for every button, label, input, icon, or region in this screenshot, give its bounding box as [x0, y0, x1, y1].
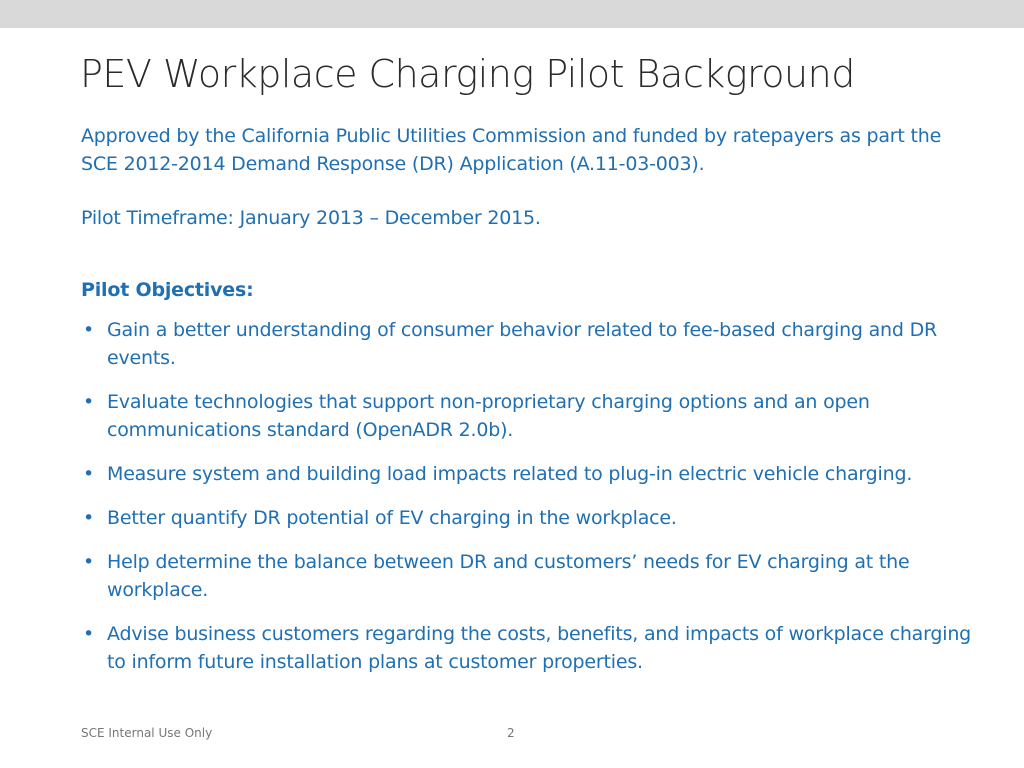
objective-item: [81, 620, 977, 676]
bullet-icon: •: [83, 319, 95, 341]
objective-item: [81, 504, 977, 532]
objective-text: Help determine the balance between DR and customers’ needs for EV charging at the workplace.: [107, 551, 910, 601]
bullet-icon: •: [83, 551, 95, 573]
intro-paragraph: Approved by the California Public Utilities Commission and funded by ratepayers as part the SCE 2012-2014 Demand Response (DR) Application (A.11-03-003).: [81, 125, 942, 175]
objective-item: [81, 316, 977, 372]
objective-text: Evaluate technologies that support non-proprietary charging options and an open communications standard (OpenADR 2.0b).: [107, 391, 870, 441]
bullet-icon: •: [83, 463, 95, 485]
page-number: 2: [507, 726, 515, 740]
bullet-icon: •: [83, 623, 95, 645]
objectives-heading: Pilot Objectives:: [81, 279, 254, 301]
objective-item: [81, 388, 977, 444]
objective-text: Measure system and building load impacts related to plug-in electric vehicle charging.: [107, 463, 913, 485]
slide-title: PEV Workplace Charging Pilot Background: [80, 52, 855, 96]
pilot-timeframe: Pilot Timeframe: January 2013 – December 2015.: [81, 207, 541, 229]
objectives-list: [81, 316, 981, 676]
objective-text: Better quantify DR potential of EV charging in the workplace.: [107, 507, 677, 529]
objective-text: Gain a better understanding of consumer behavior related to fee-based charging and DR events.: [107, 319, 938, 369]
objective-text: Advise business customers regarding the costs, benefits, and impacts of workplace charging to inform future installation plans at customer properties.: [107, 623, 972, 673]
bullet-icon: •: [83, 507, 95, 529]
bullet-icon: •: [83, 391, 95, 413]
objective-item: [81, 548, 977, 604]
objective-item: [81, 460, 977, 488]
slide-body: [81, 122, 981, 692]
top-banner-bar: [0, 0, 1024, 28]
footer-label: SCE Internal Use Only: [81, 726, 213, 740]
